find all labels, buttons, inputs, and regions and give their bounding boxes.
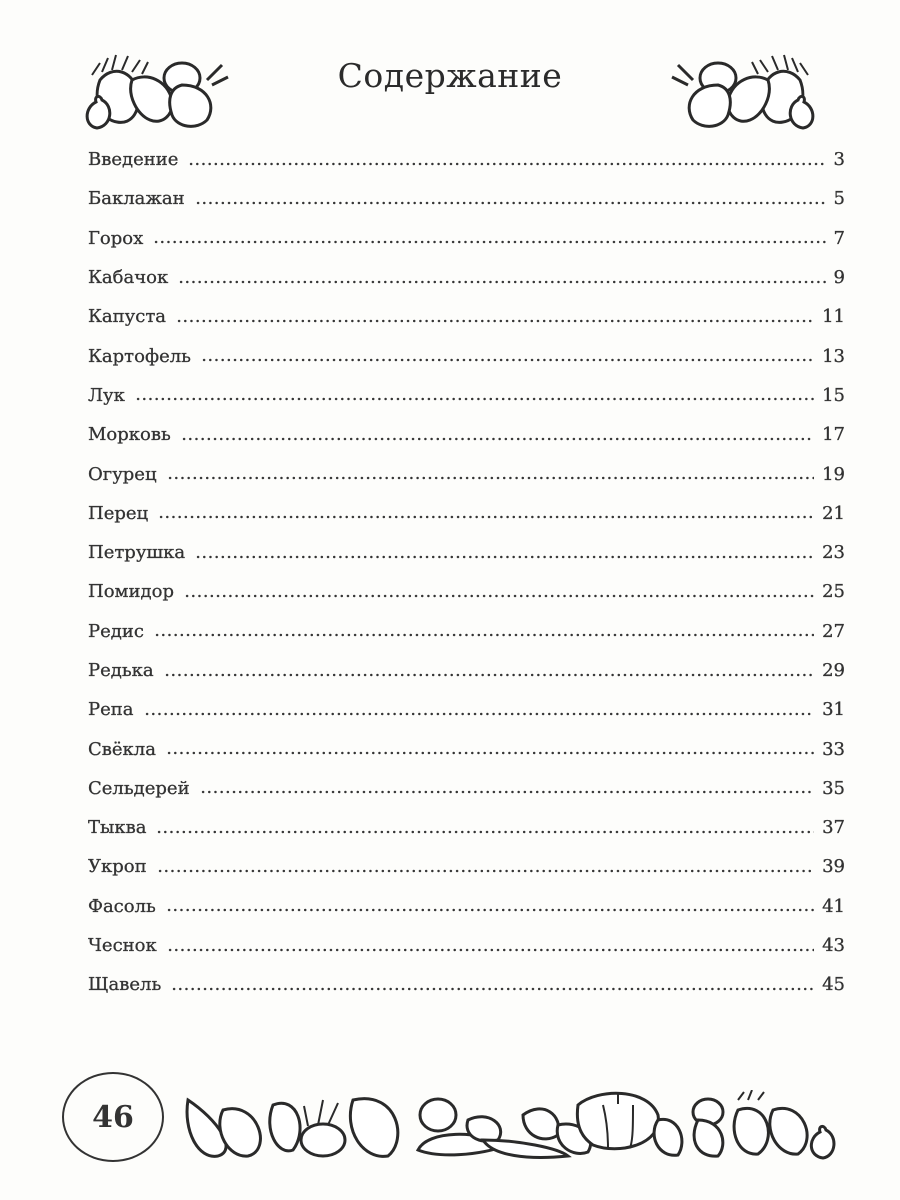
dot-leader bbox=[178, 280, 825, 284]
toc-entry-page: 9 bbox=[833, 267, 845, 289]
toc-entry[interactable] bbox=[88, 336, 845, 375]
toc-entry[interactable] bbox=[88, 690, 845, 729]
dot-leader bbox=[144, 712, 815, 716]
table-of-contents bbox=[88, 140, 845, 1005]
vegetables-right-icon bbox=[668, 50, 818, 130]
toc-entry-title: Чеснок bbox=[88, 935, 157, 957]
toc-entry-page: 37 bbox=[822, 817, 845, 839]
toc-entry[interactable] bbox=[88, 376, 845, 415]
toc-entry-title: Лук bbox=[88, 384, 125, 406]
toc-entry-page: 21 bbox=[822, 502, 845, 524]
toc-entry-title: Щавель bbox=[88, 974, 162, 996]
toc-entry[interactable] bbox=[88, 729, 845, 768]
dot-leader bbox=[164, 673, 814, 677]
dot-leader bbox=[181, 437, 814, 441]
dot-leader bbox=[167, 476, 815, 480]
toc-entry-page: 23 bbox=[822, 542, 845, 564]
toc-entry[interactable] bbox=[88, 297, 845, 336]
dot-leader bbox=[157, 869, 814, 873]
toc-entry-page: 7 bbox=[833, 227, 845, 249]
toc-entry-title: Репа bbox=[88, 699, 134, 721]
toc-entry-page: 25 bbox=[822, 581, 845, 603]
toc-entry-page: 15 bbox=[822, 384, 845, 406]
toc-entry[interactable] bbox=[88, 415, 845, 454]
dot-leader bbox=[158, 515, 814, 519]
toc-entry-title: Укроп bbox=[88, 856, 147, 878]
page-number: 46 bbox=[62, 1072, 164, 1162]
page-title: Содержание bbox=[337, 56, 563, 95]
dot-leader bbox=[166, 751, 814, 755]
toc-entry[interactable] bbox=[88, 926, 845, 965]
toc-entry[interactable] bbox=[88, 808, 845, 847]
toc-entry-page: 43 bbox=[822, 935, 845, 957]
toc-entry-page: 13 bbox=[822, 345, 845, 367]
toc-entry[interactable] bbox=[88, 454, 845, 493]
toc-entry-title: Редька bbox=[88, 660, 154, 681]
dot-leader bbox=[195, 201, 826, 205]
toc-entry-page: 19 bbox=[822, 463, 845, 485]
toc-entry[interactable] bbox=[88, 179, 845, 218]
toc-entry-page: 41 bbox=[822, 895, 845, 917]
toc-entry[interactable] bbox=[88, 572, 845, 611]
dot-leader bbox=[156, 830, 814, 834]
dot-leader bbox=[166, 908, 814, 912]
toc-entry-title: Горох bbox=[88, 227, 144, 249]
toc-entry-title: Картофель bbox=[88, 345, 191, 367]
toc-entry-title: Фасоль bbox=[88, 895, 156, 917]
dot-leader bbox=[184, 594, 814, 598]
toc-entry-page: 5 bbox=[833, 188, 845, 210]
toc-entry-title: Баклажан bbox=[88, 188, 185, 210]
toc-entry-title: Капуста bbox=[88, 306, 167, 328]
toc-entry-title: Введение bbox=[88, 149, 179, 171]
toc-entry-title: Петрушка bbox=[88, 542, 186, 564]
toc-entry[interactable] bbox=[88, 612, 845, 651]
toc-entry-page: 45 bbox=[822, 974, 845, 996]
toc-entry-title: Тыква bbox=[88, 817, 147, 839]
toc-entry-page: 31 bbox=[822, 699, 845, 721]
toc-entry-page: 17 bbox=[822, 424, 845, 446]
dot-leader bbox=[153, 240, 825, 244]
toc-entry-title: Перец bbox=[88, 502, 149, 524]
toc-entry[interactable] bbox=[88, 140, 845, 179]
toc-entry-page: 33 bbox=[822, 738, 845, 760]
dot-leader bbox=[188, 162, 825, 166]
dot-leader bbox=[135, 397, 814, 401]
toc-entry[interactable] bbox=[88, 651, 845, 690]
toc-entry[interactable] bbox=[88, 965, 845, 1004]
dot-leader bbox=[154, 633, 814, 637]
toc-entry-page: 29 bbox=[822, 660, 845, 681]
toc-entry-page: 35 bbox=[822, 777, 845, 799]
toc-entry-title: Кабачок bbox=[88, 267, 169, 289]
toc-entry-page: 27 bbox=[822, 620, 845, 642]
toc-entry[interactable] bbox=[88, 887, 845, 926]
toc-entry-title: Сельдерей bbox=[88, 777, 190, 799]
toc-entry-page: 39 bbox=[822, 856, 845, 878]
toc-entry[interactable] bbox=[88, 769, 845, 808]
toc-entry-page: 11 bbox=[822, 306, 845, 328]
toc-entry-title: Свёкла bbox=[88, 738, 156, 760]
toc-entry[interactable] bbox=[88, 847, 845, 886]
toc-entry[interactable] bbox=[88, 219, 845, 258]
toc-entry[interactable] bbox=[88, 533, 845, 572]
toc-entry[interactable] bbox=[88, 258, 845, 297]
dot-leader bbox=[167, 948, 814, 952]
dot-leader bbox=[195, 555, 814, 559]
toc-entry-page: 3 bbox=[833, 149, 845, 171]
vegetables-border-icon bbox=[178, 1090, 848, 1162]
dot-leader bbox=[200, 790, 815, 794]
dot-leader bbox=[201, 358, 814, 362]
toc-entry-title: Огурец bbox=[88, 463, 157, 485]
toc-entry-title: Редис bbox=[88, 620, 144, 642]
dot-leader bbox=[176, 319, 814, 323]
toc-entry[interactable] bbox=[88, 494, 845, 533]
toc-entry-title: Морковь bbox=[88, 424, 171, 446]
toc-entry-title: Помидор bbox=[88, 581, 174, 603]
dot-leader bbox=[171, 987, 814, 991]
